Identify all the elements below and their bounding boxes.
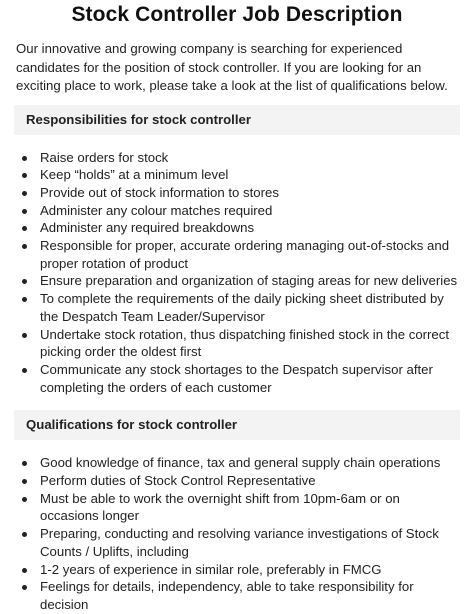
responsibilities-heading: Responsibilities for stock controller bbox=[14, 105, 460, 135]
list-item: Undertake stock rotation, thus dispatching finished stock in the correct picking order the oldest first bbox=[18, 326, 460, 361]
list-item: Perform duties of Stock Control Representative bbox=[18, 472, 460, 490]
list-item: Preparing, conducting and resolving variance investigations of Stock Counts / Uplifts, including bbox=[18, 525, 460, 560]
page-title: Stock Controller Job Description bbox=[71, 3, 403, 26]
list-item: To complete the requirements of the daily picking sheet distributed by the Despatch Team Leader/Supervisor bbox=[18, 290, 460, 325]
list-item: Administer any required breakdowns bbox=[18, 219, 460, 237]
list-item: Provide out of stock information to stores bbox=[18, 184, 460, 202]
list-item: Responsible for proper, accurate ordering managing out-of-stocks and proper rotation of product bbox=[18, 237, 460, 272]
list-item: Feelings for details, independency, able to take responsibility for decision bbox=[18, 578, 460, 613]
list-item: Ensure preparation and organization of staging areas for new deliveries bbox=[18, 272, 460, 290]
list-item: Communicate any stock shortages to the Despatch supervisor after completing the orders of each customer bbox=[18, 361, 460, 396]
list-item: Raise orders for stock bbox=[18, 149, 460, 167]
intro-paragraph: Our innovative and growing company is searching for experienced candidates for the position of stock controller. If you are looking for an exciting place to work, please take a look at the list of qualifications below. bbox=[16, 41, 448, 93]
responsibilities-list bbox=[18, 149, 460, 397]
qualifications-heading: Qualifications for stock controller bbox=[14, 410, 460, 440]
list-item: Administer any colour matches required bbox=[18, 202, 460, 220]
list-item: 1-2 years of experience in similar role, preferably in FMCG bbox=[18, 561, 460, 579]
qualifications-list bbox=[18, 454, 460, 613]
list-item: Good knowledge of finance, tax and general supply chain operations bbox=[18, 454, 460, 472]
list-item: Must be able to work the overnight shift from 10pm-6am or on occasions longer bbox=[18, 490, 460, 525]
list-item: Keep “holds” at a minimum level bbox=[18, 166, 460, 184]
